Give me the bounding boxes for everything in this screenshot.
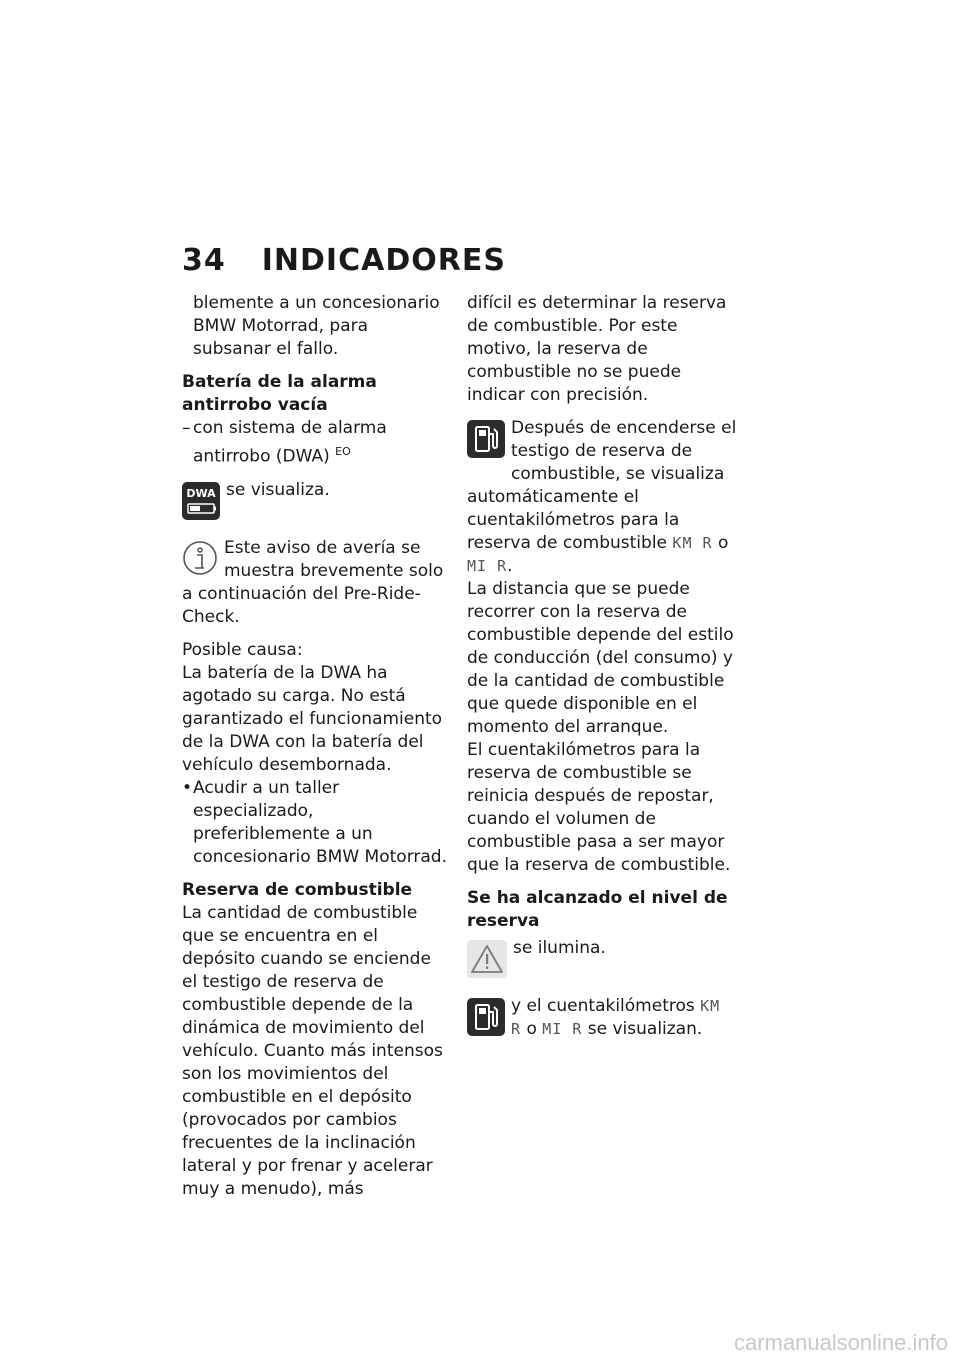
warning-block [467, 937, 739, 985]
fuel2-text: y el cuentakilómetros [511, 996, 695, 1016]
reset-text: El cuentakilómetros para la reserva de combustible se reinicia después de repostar, cuando el volumen de combustible pasa a ser mayor que la reserva de combustible. [467, 740, 731, 875]
fuel-pump-icon [467, 420, 505, 465]
watermark: carmanualsonline.info [733, 1330, 948, 1355]
cause-label: Posible causa: [182, 639, 303, 660]
fuel-reserve-text: La cantidad de combustible que se encuentra en el depósito cuando se enciende el testigo de reserva de combustible depende de la dinámica de movimiento del vehículo. Cuanto más intensos son los movimientos del combustible en el depósito (provocados por cambios frecuentes de la inclinación lateral y por frenar y acelerar muy a menudo), más [182, 902, 443, 1199]
km-r-display: KM R [672, 534, 713, 552]
fuel2-paragraph [467, 995, 739, 1041]
mi-r-display: MI R [467, 557, 508, 575]
dash-item-dwa [182, 417, 450, 469]
or-word: o [526, 1019, 537, 1039]
heading-reserve-reached: Se ha alcanzado el nivel de reserva [467, 888, 728, 931]
page-header [182, 243, 506, 278]
info-icon [182, 540, 218, 583]
bullet-item [182, 777, 450, 869]
dwa-battery-icon [182, 482, 220, 527]
fuel2-post-text: se visualizan. [587, 1019, 703, 1039]
fuel-indicator-block-2 [467, 995, 739, 1043]
section-title: INDICADORES [261, 243, 506, 278]
fuel1-text: Después de encenderse el testigo de reserva de combustible, se visualiza automáticamente el cuentakilómetros para la reserva de combustible [467, 418, 737, 553]
bullet-text: Acudir a un taller especializado, preferiblemente a un concesionario BMW Motorrad. [193, 777, 447, 867]
left-column [182, 292, 450, 1201]
dwa-indicator-block [182, 479, 450, 527]
distance-text: La distancia que se puede recorrer con la reserva de combustible depende del estilo de conducción (del consumo) y de la cantidad de combustible que quede disponible en el momento del arranque. [467, 579, 734, 737]
dwa-text: se visualiza. [226, 479, 330, 500]
fuel-pump-icon [467, 998, 505, 1043]
period: . [507, 556, 513, 576]
mi-r-display: MI R [542, 1020, 583, 1038]
info-text: Este aviso de avería se muestra brevemente solo a continuación del Pre-Ride-Check. [182, 537, 444, 627]
info-block [182, 537, 450, 629]
paragraph-continued: blemente a un concesionario BMW Motorrad, para subsanar el fallo. [193, 293, 440, 359]
svg-text:DWA: DWA [186, 486, 216, 500]
dash-text: con sistema de alarma antirrobo (DWA) [193, 418, 387, 467]
warning-text: se ilumina. [513, 938, 606, 958]
km-r-display: KM R [511, 997, 721, 1038]
warning-triangle-icon [467, 940, 507, 985]
fuel-reserve-display-text [467, 417, 739, 578]
cause-text: La batería de la DWA ha agotado su carga. No está garantizado el funcionamiento de la DWA con la batería del vehículo desembornada. [182, 662, 443, 775]
dash-superscript: EO [335, 445, 351, 458]
heading-dwa-battery: Batería de la alarma antirrobo vacía [182, 372, 377, 415]
bullet-marker: • [182, 777, 193, 798]
paragraph-fuel-continued: difícil es determinar la reserva de combustible. Por este motivo, la reserva de combustible no se puede indicar con precisión. [467, 293, 727, 405]
page-number: 34 [182, 243, 226, 278]
or-word: o [717, 533, 729, 553]
fuel-indicator-block [467, 417, 739, 578]
dash-marker: – [182, 418, 191, 438]
right-column [467, 292, 739, 1043]
heading-fuel-reserve: Reserva de combustible [182, 879, 413, 900]
